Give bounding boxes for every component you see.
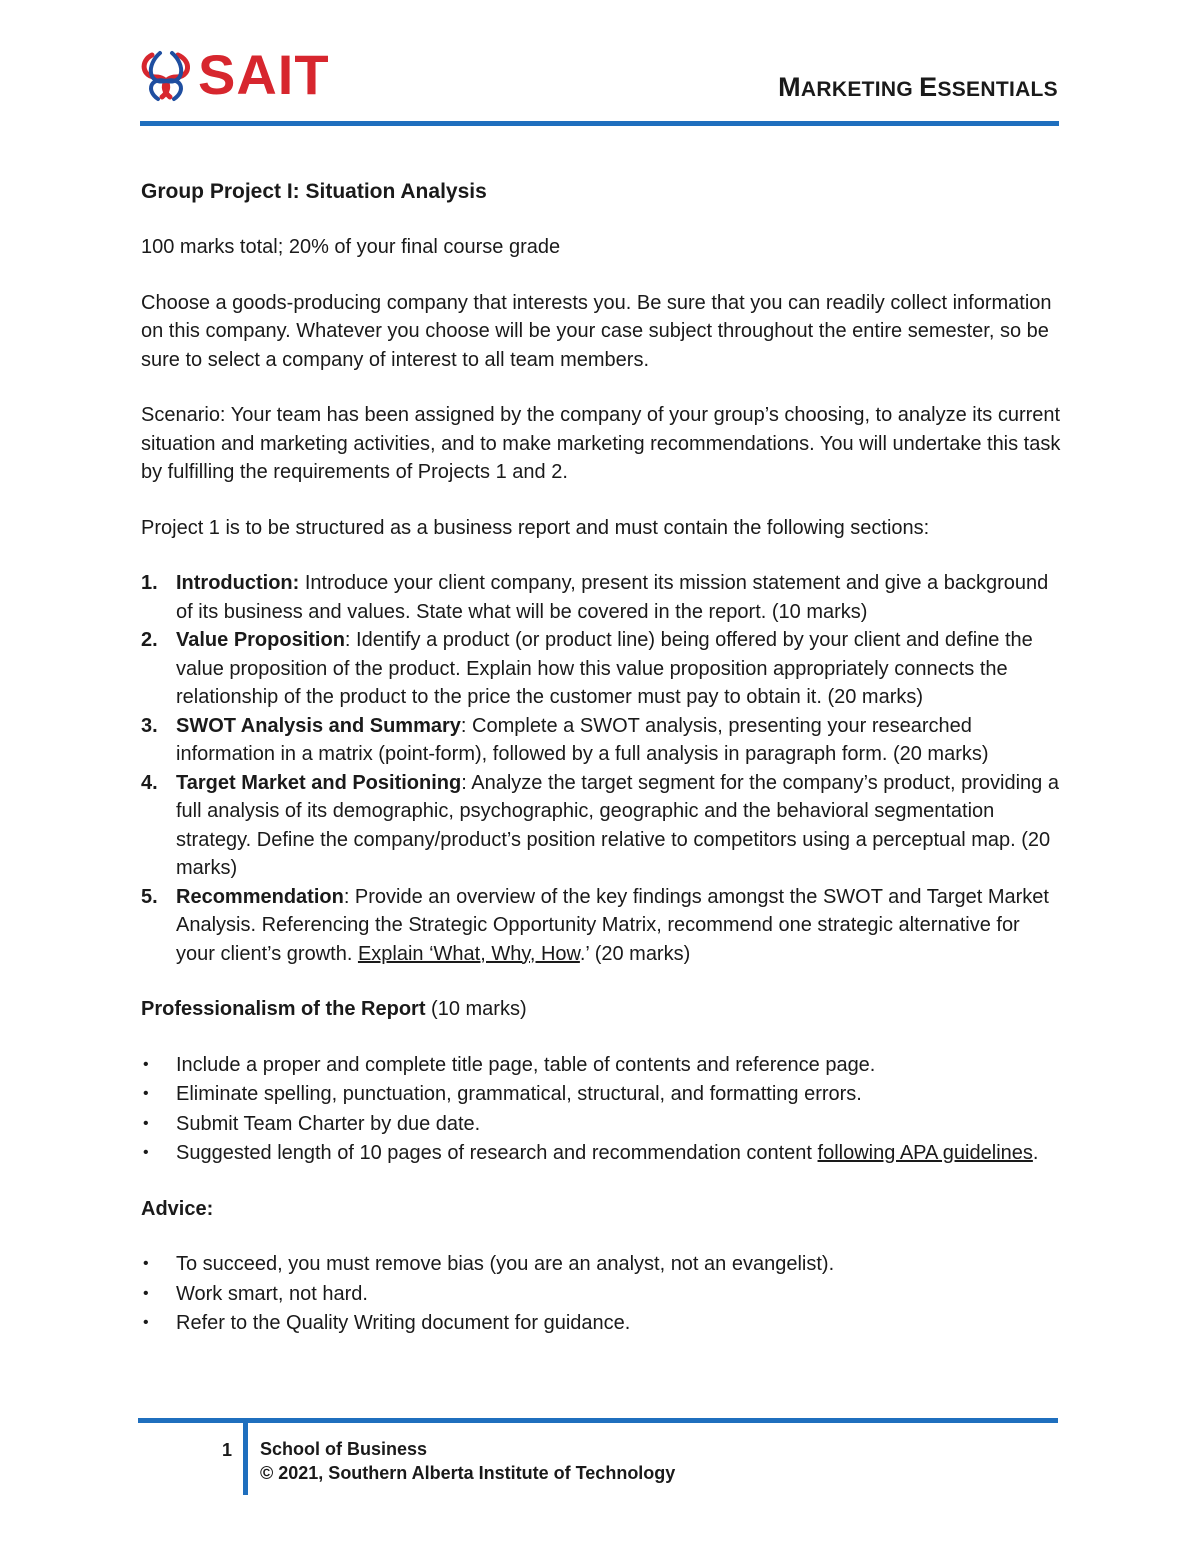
list-item: • Submit Team Charter by due date.	[141, 1110, 1061, 1139]
footer-divider	[243, 1423, 248, 1495]
structure-line: Project 1 is to be structured as a business report and must contain the following sections:	[141, 516, 930, 539]
list-item: 4. Target Market and Positioning: Analyze the target segment for the company’s product, providing a full analysis of its demographic, psychographic, geographic and the behavioral segmentation strategy. Define the company/product’s position relative to competitors using a perceptual map. (20 marks)	[141, 771, 1059, 879]
professionalism-list	[141, 1051, 1061, 1168]
list-item: 3. SWOT Analysis and Summary: Complete a SWOT analysis, presenting your researched information in a matrix (point-form), followed by a full analysis in paragraph form. (20 marks)	[141, 714, 989, 765]
bullet-icon: •	[143, 1085, 149, 1102]
apa-guidelines-link[interactable]: following APA guidelines	[817, 1142, 1033, 1164]
footer-rule	[138, 1418, 1058, 1423]
footer-text	[260, 1437, 675, 1485]
sections-list	[141, 569, 1061, 968]
marks-line: 100 marks total; 20% of your final course grade	[141, 236, 561, 258]
sait-logo	[138, 43, 330, 106]
intro-paragraph: Choose a goods-producing company that interests you. Be sure that you can readily collect information on this company. Whatever you choose will be your case subject throughout the entire semester, so be sure to select a company of interest to all team members.	[141, 291, 1052, 371]
page-number: 1	[222, 1440, 233, 1460]
list-item: • Refer to the Quality Writing document for guidance.	[141, 1309, 1061, 1338]
bullet-icon: •	[143, 1284, 149, 1302]
list-item: • Suggested length of 10 pages of research and recommendation content following APA guidelines.	[141, 1139, 1061, 1168]
page-title: Group Project I: Situation Analysis	[141, 180, 487, 203]
advice-list	[141, 1250, 1061, 1338]
scenario-paragraph: Scenario: Your team has been assigned by the company of your group’s choosing, to analyze its current situation and marketing activities, and to make marketing recommendations. You will undertake this task by fulfilling the requirements of Projects 1 and 2.	[141, 404, 1061, 483]
logo-wordmark: SAIT	[198, 43, 330, 106]
bullet-icon: •	[143, 1314, 149, 1331]
bullet-icon: •	[143, 1144, 149, 1161]
list-item: • Work smart, not hard.	[141, 1280, 1061, 1309]
bullet-icon: •	[143, 1055, 149, 1073]
footer-copyright: © 2021, Southern Alberta Institute of Technology	[260, 1463, 676, 1483]
list-item: 5. Recommendation: Provide an overview of the key findings amongst the SWOT and Target Market Analysis. Referencing the Strategic Opportunity Matrix, recommend one strategic alternative for your client’s growth. Explain ‘What, Why, How.’ (20 marks)	[141, 885, 1049, 965]
list-item: 1. Introduction: Introduce your client company, present its mission statement and give a background of its business and values. State what will be covered in the report. (10 marks)	[141, 572, 1049, 623]
course-title: MARKETING ESSENTIALS	[778, 72, 1058, 102]
bullet-icon: •	[143, 1255, 149, 1272]
list-item: 2. Value Proposition: Identify a product (or product line) being offered by your client and define the value proposition of the product. Explain how this value proposition appropriately connects the relationship of the product to the price the customer must pay to obtain it. (20 marks)	[141, 629, 1033, 708]
list-item: • To succeed, you must remove bias (you are an analyst, not an evangelist).	[141, 1250, 1061, 1279]
header-rule	[140, 121, 1059, 126]
advice-heading: Advice:	[141, 1197, 214, 1220]
sait-emblem-icon	[138, 47, 194, 103]
what-why-how-link[interactable]: Explain ‘What, Why, How	[357, 942, 580, 965]
list-item: • Include a proper and complete title page, table of contents and reference page.	[141, 1051, 1061, 1080]
bullet-icon: •	[143, 1114, 149, 1132]
professionalism-heading: Professionalism of the Report (10 marks)	[141, 998, 527, 1020]
footer-school: School of Business	[260, 1439, 428, 1459]
list-item: • Eliminate spelling, punctuation, grammatical, structural, and formatting errors.	[141, 1080, 1061, 1109]
document-body	[141, 168, 1061, 1339]
